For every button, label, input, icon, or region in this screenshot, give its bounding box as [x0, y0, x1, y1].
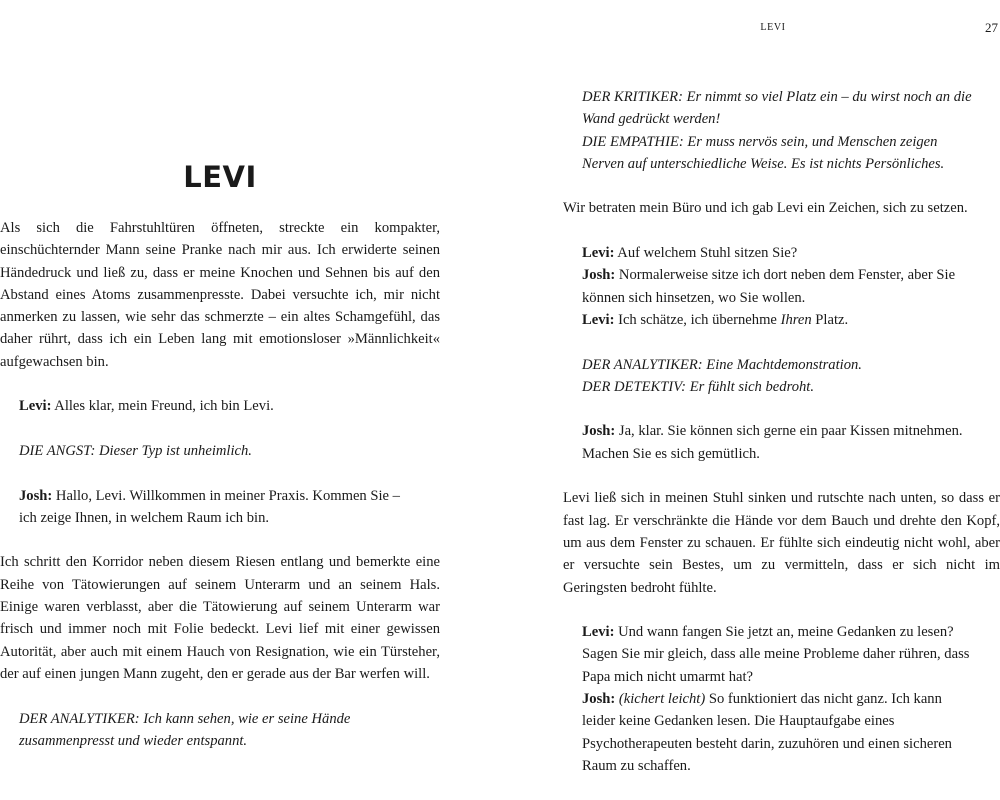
inner-voice-label: DER DETEKTIV: — [582, 378, 687, 395]
dialogue-block — [563, 242, 972, 331]
speaker-label: Levi: — [582, 311, 615, 328]
running-head: LEVI — [760, 22, 786, 33]
inner-voice-line — [0, 440, 440, 462]
page-number: 27 — [985, 20, 998, 35]
right-page — [563, 0, 1000, 800]
speaker-label: Josh: — [582, 267, 616, 284]
speaker-label: Josh: — [19, 487, 53, 504]
inner-voice-text: Er muss nervös sein, und Menschen zeigen Nerven auf unterschiedliche Weise. Es ist nichts Persönliches. — [582, 133, 945, 172]
paragraph: Als sich die Fahrstuhltüren öffneten, streckte ein kompakter, einschüchternder Mann seine Pranke nach mir aus. Ich erwiderte seinen Händedruck und ließ zu, dass er meine Knochen und Sehnen bis auf den Abstand eines Atoms zusammenpresste. Dabei versuchte ich, mir nicht anmerken zu lassen, wie sehr das schmerzte – ein altes Schamgefühl, das daher rührt, dass ich ein Leben lang mit emotionsloser »Männlichkeit« aufgewachsen bin. — [0, 220, 440, 370]
inner-voice-line — [0, 708, 399, 753]
inner-voice-label: DER ANALYTIKER: — [582, 356, 703, 373]
inner-voice-text: Eine Machtdemonstration. — [702, 356, 862, 373]
chapter-title: LEVI — [183, 160, 257, 195]
dialogue-text: Normalerweise sitze ich dort neben dem Fenster, aber Sie können sich hinsetzen, wo Sie wollen. — [582, 267, 956, 306]
dialogue-text: Auf welchem Stuhl sitzen Sie? — [614, 245, 798, 262]
inner-voice-line — [563, 86, 982, 175]
speaker-label: Levi: — [582, 624, 615, 641]
paragraph: Ich schritt den Korridor neben diesem Riesen entlang und bemerkte eine Reihe von Tätowierungen auf seinem Unterarm und an seinem Hals. Einige waren verblasst, aber die Tätowierung auf seinem Unterarm war frisch und immer noch mit Folie bedeckt. Levi lief mit einer gewissen Autorität, aber auch mit einem Hauch von Resignation, wie ein Türsteher, der auf einen jungen Mann zugeht, den er gerade aus der Bar werfen will. — [0, 554, 440, 682]
dialogue-line — [563, 420, 977, 465]
dialogue-block — [563, 621, 977, 777]
speaker-label: Levi: — [19, 398, 52, 415]
inner-voice-text: Er nimmt so viel Platz ein – du wirst noch an die Wand gedrückt werden! — [582, 89, 972, 128]
dialogue-emphasis: Ihren — [780, 311, 812, 328]
dialogue-text: Und wann fangen Sie jetzt an, meine Gedanken zu lesen? Sagen Sie mir gleich, dass alle meine Probleme daher rühren, dass Papa mich nicht umarmt hat? — [582, 624, 970, 685]
speaker-label: Josh: — [582, 423, 616, 440]
dialogue-text: Platz. — [811, 311, 849, 328]
paragraph: Levi ließ sich in meinen Stuhl sinken und rutschte nach unten, so dass er fast lag. Er verschränkte die Hände vor dem Bauch und drehte den Kopf, um aus dem Fenster zu schauen. Er fühlte sich eindeutig nicht wohl, aber er versuchte sein Bestes, um zu vermitteln, dass er sich nicht im Geringsten bedroht fühlte. — [563, 490, 1000, 596]
left-page-body — [0, 217, 440, 752]
inner-voice-label: DER KRITIKER: — [582, 89, 683, 105]
dialogue-text: Hallo, Levi. Willkommen in meiner Praxis. Kommen Sie – ich zeige Ihnen, in welchem Raum ich bin. — [19, 487, 400, 526]
dialogue-text: So funktioniert das nicht ganz. Ich kann leider keine Gedanken lesen. Die Hauptaufgabe eines Psychotherapeuten besteht darin, zuzuhören und einen sicheren Raum zu schaffen. — [582, 691, 952, 774]
speaker-label: Levi: — [582, 245, 615, 262]
inner-voice-label: DER ANALYTIKER: — [19, 710, 140, 727]
inner-voice-text: Dieser Typ ist unheimlich. — [95, 442, 252, 459]
inner-voice-text: Ich kann sehen, wie er seine Hände zusammenpresst und wieder entspannt. — [19, 710, 351, 749]
stage-direction: (kichert leicht) — [618, 691, 706, 708]
inner-voice-block — [563, 354, 1000, 399]
speaker-label: Josh: — [582, 691, 616, 708]
dialogue-text: Ich schätze, ich übernehme — [614, 311, 781, 328]
left-page — [0, 0, 440, 800]
dialogue-line — [0, 395, 440, 417]
paragraph: Wir betraten mein Büro und ich gab Levi ein Zeichen, sich zu setzen. — [563, 200, 968, 217]
inner-voice-text: Er fühlt sich bedroht. — [686, 378, 815, 395]
dialogue-line — [0, 485, 419, 530]
inner-voice-label: DIE EMPATHIE: — [582, 133, 684, 150]
right-page-body — [563, 86, 1000, 777]
dialogue-text: Alles klar, mein Freund, ich bin Levi. — [51, 398, 274, 415]
dialogue-text: Ja, klar. Sie können sich gerne ein paar Kissen mitnehmen. Machen Sie es sich gemütlich. — [582, 423, 963, 462]
inner-voice-label: DIE ANGST: — [19, 442, 96, 459]
